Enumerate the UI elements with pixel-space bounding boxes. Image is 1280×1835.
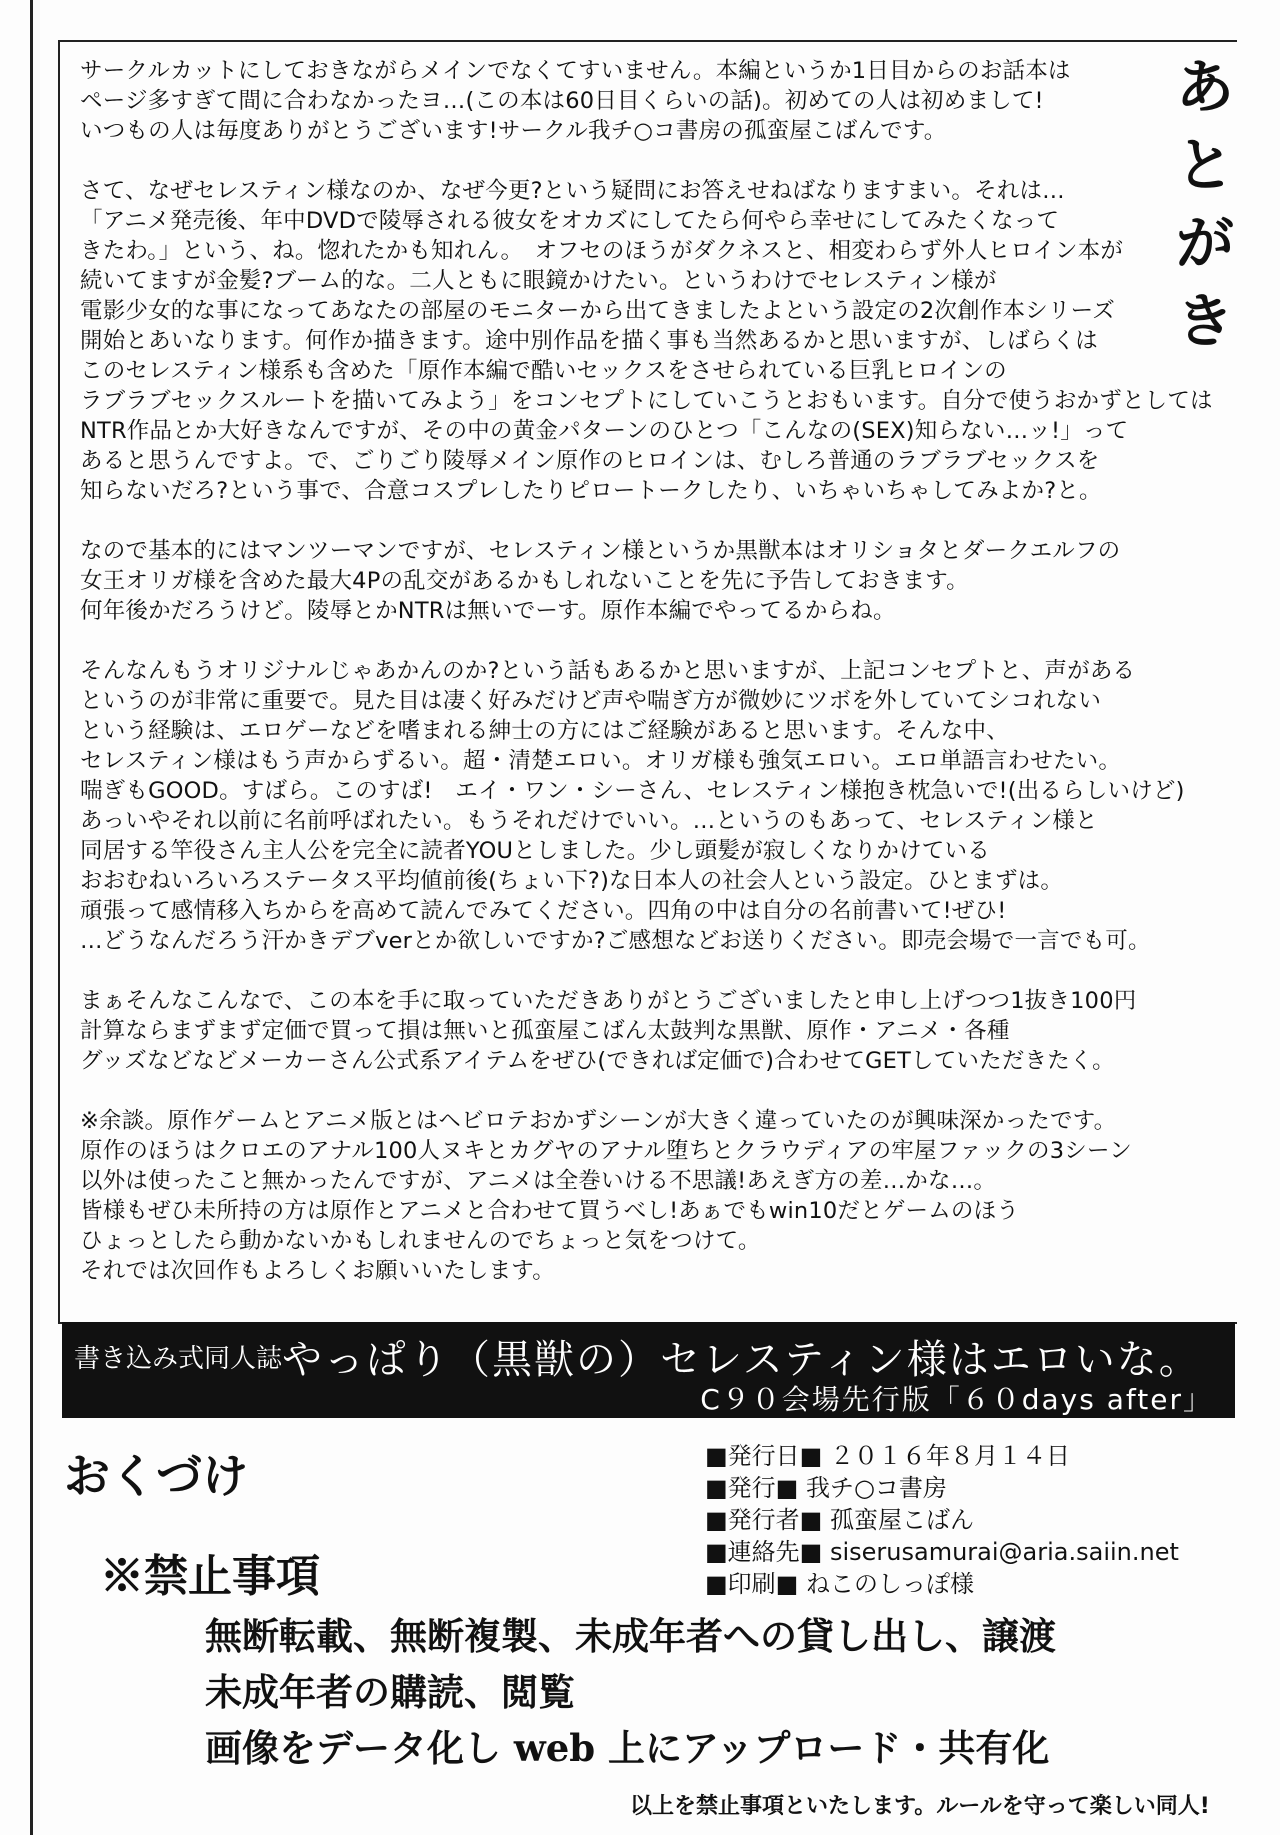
afterword-line: 皆様もぜひ未所持の方は原作とアニメと合わせて買うべし!あぁでもwin10だとゲームのほう	[80, 1198, 1020, 1224]
afterword-line: 計算ならまずまず定価で買って損は無いと孤蛮屋こばん太鼓判な黒獣、原作・アニメ・各種	[80, 1018, 1010, 1044]
afterword-paragraph	[80, 656, 1185, 956]
afterword-line: それでは次回作もよろしくお願いいたします。	[80, 1258, 555, 1284]
afterword-line: 同居する竿役さん主人公を完全に読者YOUとしました。少し頭髪が寂しくなりかけている	[80, 838, 990, 864]
colophon-printer: ■印刷■ ねこのしっぽ様	[705, 1570, 974, 1598]
afterword-line: …どうなんだろう汗かきデブverとか欲しいですか?ご感想などお送りください。即売会場で一言でも可。	[80, 928, 1151, 954]
afterword-line: あっいやそれ以前に名前呼ばれたい。もうそれだけでいい。…というのもあって、セレスティン様と	[80, 808, 1098, 834]
afterword-line: ラブラブセックスルートを描いてみよう」をコンセプトにしていこうとおもいます。自分で使うおかずとしては	[80, 388, 1213, 414]
afterword-line: というのが非常に重要で。見た目は凄く好みだけど声や喘ぎ方が微妙にツボを外していてシコれない	[80, 688, 1102, 714]
afterword-line: NTR作品とか大好きなんですが、その中の黄金パターンのひとつ「こんなの(SEX)知らない…ッ!」って	[80, 418, 1129, 444]
afterword-line: 原作のほうはクロエのアナル100人ヌキとカグヤのアナル堕ちとクラウディアの牢屋ファックの3シーン	[80, 1138, 1132, 1164]
afterword-line: 電影少女的な事になってあなたの部屋のモニターから出てきましたよという設定の2次創作本シリーズ	[80, 298, 1115, 324]
afterword-line: 開始とあいなります。何作か描きます。途中別作品を描く事も当然あるかと思いますが、しばらくは	[80, 328, 1098, 354]
prohibited-heading: ※禁止事項	[100, 1551, 320, 1602]
colophon-heading: おくづけ	[64, 1449, 248, 1503]
prohibited-item: 画像をデータ化し web 上にアップロード・共有化	[205, 1726, 1050, 1770]
afterword-line: さて、なぜセレスティン様なのか、なぜ今更?という疑問にお答えせねばなりますまい。それは…	[80, 178, 1065, 204]
colophon-date: ■発行日■ ２０１６年８月１４日	[705, 1442, 1070, 1470]
banner-edition: C９０会場先行版「６０days after」	[700, 1383, 1213, 1416]
afterword-paragraph	[80, 1106, 1160, 1286]
colophon-info	[705, 1440, 1179, 1600]
afterword-line: そんなんもうオリジナルじゃあかんのか?という話もあるかと思いますが、上記コンセプトと、声がある	[80, 658, 1136, 684]
afterword-line: ※余談。原作ゲームとアニメ版とはヘビロテおかずシーンが大きく違っていたのが興味深かったです。	[80, 1108, 1117, 1134]
rules-note: 以上を禁止事項といたします。ルールを守って楽しい同人!	[630, 1794, 1210, 1819]
afterword-line: 続いてますが金髪?ブーム的な。二人ともに眼鏡かけたい。というわけでセレスティン様が	[80, 268, 997, 294]
colophon-contact: ■連絡先■ siserusamurai@aria.saiin.net	[705, 1538, 1179, 1566]
afterword-line: ひょっとしたら動かないかもしれませんのでちょっと気をつけて。	[80, 1228, 761, 1254]
colophon-publisher: ■発行■ 我チ○コ書房	[705, 1474, 947, 1502]
prohibited-item: 未成年者の購読、閲覧	[205, 1670, 575, 1714]
afterword-line: という経験は、エロゲーなどを嗜まれる紳士の方にはご経験があると思います。そんな中、	[80, 718, 1009, 744]
afterword-line: あると思うんですよ。で、ごりごり陵辱メイン原作のヒロインは、むしろ普通のラブラブセックスを	[80, 448, 1100, 474]
afterword-line: ページ多すぎて間に合わなかったヨ…(この本は60日目くらいの話)。初めての人は初めまして!	[80, 88, 1044, 114]
afterword-line: 喘ぎもGOOD。すばら。このすば! エイ・ワン・シーさん、セレスティン様抱き枕急いで!(出るらしいけど)	[80, 778, 1185, 804]
afterword-title-char: と	[1175, 131, 1234, 199]
afterword-line: 女王オリガ様を含めた最大4Pの乱交があるかもしれないことを先に予告しておきます。	[80, 568, 969, 594]
afterword-line: セレスティン様はもう声からずるい。超・清楚エロい。オリガ様も強気エロい。エロ単語言わせたい。	[80, 748, 1122, 774]
afterword-line: きたわ。」という、ね。惚れたかも知れん。 オフセのほうがダクネスと、相変わらず外人ヒロイン本が	[80, 238, 1124, 264]
prohibited-list	[205, 1608, 1056, 1776]
banner-subtitle: 書き込み式同人誌	[74, 1344, 283, 1374]
afterword-paragraph	[80, 176, 1213, 506]
afterword-body	[80, 56, 1213, 1316]
afterword-line: 知らないだろ?という事で、合意コスプレしたりピロートークしたり、いちゃいちゃしてみよか?と。	[80, 478, 1102, 504]
afterword-line: グッズなどなどメーカーさん公式系アイテムをぜひ(できれば定価で)合わせてGETしていただきたく。	[80, 1048, 1115, 1074]
afterword-line: いつもの人は毎度ありがとうございます!サークル我チ○コ書房の孤蛮屋こばんです。	[80, 118, 947, 144]
afterword-line: 「アニメ発売後、年中DVDで陵辱される彼女をオカズにしてたら何やら幸せにしてみたくなって	[80, 208, 1060, 234]
afterword-line: 頑張って感情移入ちからを高めて読んでみてください。四角の中は自分の名前書いて!ぜひ!	[80, 898, 1007, 924]
banner-title: やっぱり（黒獣の）セレスティン様はエロいな。	[282, 1337, 1201, 1383]
afterword-line: まぁそんなこんなで、この本を手に取っていただきありがとうございましたと申し上げつつ1抜き100円	[80, 988, 1137, 1014]
afterword-line: おおむねいろいろステータス平均値前後(ちょい下?)な日本人の社会人という設定。ひとまずは。	[80, 868, 1064, 894]
afterword-line: 何年後かだろうけど。陵辱とかNTRは無いでーす。原作本編でやってるからね。	[80, 598, 896, 624]
afterword-line: このセレスティン様系も含めた「原作本編で酷いセックスをさせられている巨乳ヒロインの	[80, 358, 1007, 384]
afterword-paragraph	[80, 56, 1160, 146]
colophon-author: ■発行者■ 孤蛮屋こばん	[705, 1506, 974, 1534]
afterword-paragraph	[80, 536, 1160, 626]
afterword-line: なので基本的にはマンツーマンですが、セレスティン様というか黒獣本はオリショタとダークエルフの	[80, 538, 1121, 564]
binding-line	[30, 0, 33, 1835]
afterword-paragraph	[80, 986, 1160, 1076]
title-banner	[62, 1322, 1235, 1418]
afterword-title-char: が	[1175, 209, 1234, 277]
afterword-title-char: き	[1175, 287, 1234, 355]
afterword-title-char: あ	[1175, 53, 1234, 121]
afterword-line: サークルカットにしておきながらメインでなくてすいません。本編というか1日目からのお話本は	[80, 58, 1071, 84]
afterword-line: 以外は使ったこと無かったんですが、アニメは全巻いける不思議!あえぎ方の差…かな…。	[80, 1168, 997, 1194]
prohibited-item: 無断転載、無断複製、未成年者への貸し出し、譲渡	[205, 1614, 1056, 1658]
afterword-title	[1160, 48, 1250, 360]
